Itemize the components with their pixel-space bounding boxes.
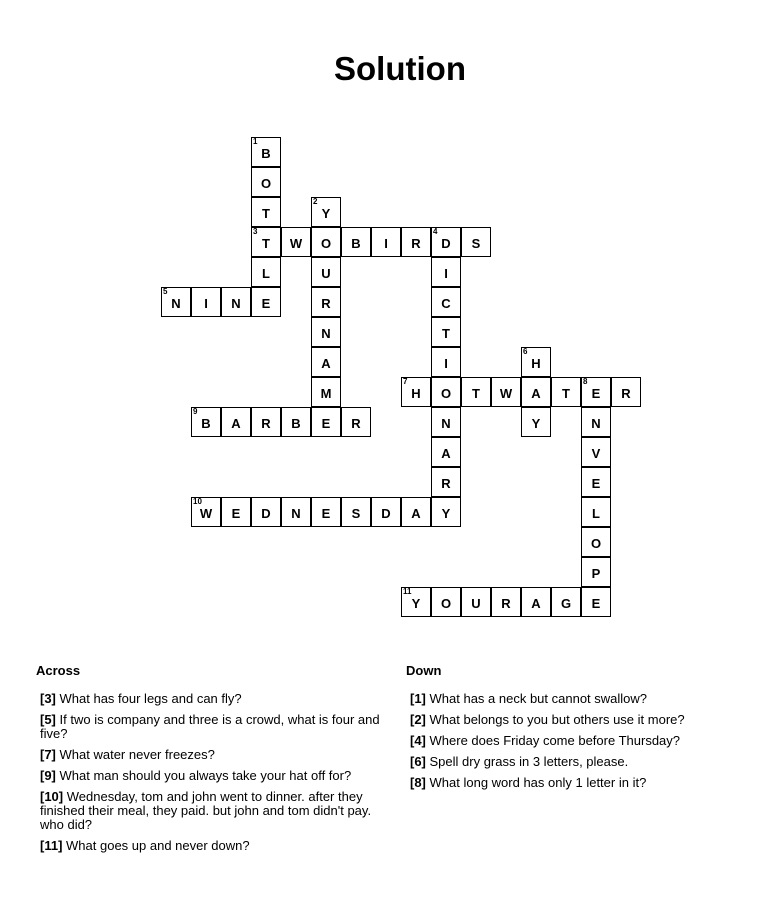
cell-letter: R	[621, 385, 631, 401]
cell-letter: R	[411, 235, 421, 251]
cell-letter: E	[591, 475, 601, 491]
cell-letter: L	[262, 265, 270, 281]
grid-cell	[581, 437, 611, 467]
grid-cell	[251, 497, 281, 527]
grid-cell	[191, 497, 221, 527]
grid-cell	[311, 407, 341, 437]
clue-text: What belongs to you but others use it more?	[429, 712, 685, 727]
cell-letter: C	[441, 295, 451, 311]
grid-cell	[431, 587, 461, 617]
grid-cell	[431, 377, 461, 407]
grid-cell	[551, 587, 581, 617]
grid-cell	[401, 377, 431, 407]
cell-letter: D	[261, 505, 271, 521]
grid-cell	[581, 587, 611, 617]
cell-letter: A	[531, 595, 541, 611]
grid-cell	[341, 497, 371, 527]
cell-letter: B	[261, 145, 271, 161]
clue-across-7	[40, 748, 386, 762]
down-heading: Down	[406, 663, 442, 678]
cell-letter: R	[351, 415, 361, 431]
cell-letter: N	[321, 325, 331, 341]
grid-cell	[371, 497, 401, 527]
grid-cell	[491, 587, 521, 617]
cell-number: 5	[163, 287, 168, 296]
across-clues	[36, 664, 386, 860]
clue-number: [1]	[410, 691, 426, 706]
grid-cell	[281, 407, 311, 437]
grid-cell	[401, 227, 431, 257]
grid-cell	[461, 587, 491, 617]
clue-number: [6]	[410, 754, 426, 769]
grid-cell	[251, 407, 281, 437]
cell-number: 1	[253, 137, 258, 146]
clue-text: Wednesday, tom and john went to dinner. after they finished their meal, they paid. but john and tom didn't pay. who did?	[40, 789, 372, 832]
clue-down-2	[410, 713, 746, 727]
cell-letter: D	[441, 235, 451, 251]
grid-cell	[311, 197, 341, 227]
cell-number: 8	[583, 377, 588, 386]
down-clues	[406, 664, 746, 797]
grid-cell	[311, 377, 341, 407]
grid-cell	[371, 227, 401, 257]
cell-number: 7	[403, 377, 408, 386]
grid-cell	[431, 257, 461, 287]
grid-cell	[221, 407, 251, 437]
cell-number: 11	[403, 587, 412, 596]
cell-letter: N	[441, 415, 451, 431]
grid-cell	[521, 587, 551, 617]
cell-letter: P	[591, 565, 601, 581]
clue-across-10	[40, 790, 386, 832]
cell-letter: O	[440, 385, 452, 401]
cell-letter: B	[351, 235, 361, 251]
grid-cell	[251, 227, 281, 257]
grid-cell	[341, 227, 371, 257]
grid-cell	[401, 587, 431, 617]
cell-letter: B	[291, 415, 301, 431]
clue-number: [11]	[40, 838, 63, 853]
clue-across-9	[40, 769, 386, 783]
cell-letter: E	[321, 415, 331, 431]
clue-number: [5]	[40, 712, 56, 727]
clue-number: [9]	[40, 768, 56, 783]
cell-letter: T	[442, 325, 450, 341]
clue-down-1	[410, 692, 746, 706]
clue-text: Where does Friday come before Thursday?	[429, 733, 681, 748]
cell-letter: S	[471, 235, 481, 251]
grid-cell	[341, 407, 371, 437]
cell-letter: R	[261, 415, 271, 431]
cell-letter: E	[261, 295, 271, 311]
clue-text: What water never freezes?	[59, 747, 215, 762]
across-heading: Across	[36, 663, 81, 678]
cell-letter: I	[204, 295, 208, 311]
grid-cell	[581, 557, 611, 587]
cell-letter: M	[320, 385, 332, 401]
clue-text: What has a neck but cannot swallow?	[429, 691, 648, 706]
cell-letter: W	[199, 505, 213, 521]
grid-cell	[581, 497, 611, 527]
grid-cell	[311, 227, 341, 257]
grid-cell	[251, 287, 281, 317]
clue-text: What long word has only 1 letter in it?	[429, 775, 647, 790]
grid-cell	[551, 377, 581, 407]
clue-number: [4]	[410, 733, 426, 748]
cell-letter: W	[289, 235, 303, 251]
grid-cell	[431, 437, 461, 467]
grid-cell	[581, 527, 611, 557]
cell-number: 9	[193, 407, 198, 416]
clue-down-4	[410, 734, 746, 748]
grid-cell	[281, 227, 311, 257]
cell-letter: R	[321, 295, 331, 311]
grid-cell	[191, 287, 221, 317]
grid-cell	[311, 317, 341, 347]
grid-cell	[581, 467, 611, 497]
cell-letter: I	[444, 355, 448, 371]
grid-cell	[431, 407, 461, 437]
cell-letter: T	[562, 385, 570, 401]
grid-cell	[461, 227, 491, 257]
cell-letter: R	[441, 475, 451, 491]
grid-cell	[311, 497, 341, 527]
cell-letter: O	[320, 235, 332, 251]
cell-letter: B	[201, 415, 211, 431]
cell-letter: A	[411, 505, 421, 521]
grid-cell	[491, 377, 521, 407]
cell-letter: A	[531, 385, 541, 401]
clue-across-3	[40, 692, 386, 706]
cell-letter: A	[231, 415, 241, 431]
grid-cell	[311, 257, 341, 287]
clue-text: What has four legs and can fly?	[59, 691, 242, 706]
cell-letter: A	[321, 355, 331, 371]
grid-cell	[251, 167, 281, 197]
cell-letter: G	[560, 595, 572, 611]
grid-cell	[251, 197, 281, 227]
cell-letter: N	[231, 295, 241, 311]
cell-letter: I	[384, 235, 388, 251]
cell-letter: Y	[321, 205, 331, 221]
cell-number: 10	[193, 497, 202, 506]
grid-cell	[611, 377, 641, 407]
cell-letter: A	[441, 445, 451, 461]
grid-cell	[431, 227, 461, 257]
grid-cell	[521, 407, 551, 437]
cell-number: 4	[433, 227, 438, 236]
cell-letter: E	[321, 505, 331, 521]
clue-text: If two is company and three is a crowd, what is four and five?	[40, 712, 380, 741]
grid-cell	[401, 497, 431, 527]
grid-cell	[161, 287, 191, 317]
cell-letter: W	[499, 385, 513, 401]
cell-letter: T	[262, 235, 270, 251]
grid-cell	[221, 287, 251, 317]
cell-letter: O	[590, 535, 602, 551]
page-title: Solution	[334, 50, 466, 87]
grid-cell	[311, 287, 341, 317]
cell-letter: S	[351, 505, 361, 521]
cell-letter: U	[471, 595, 481, 611]
cell-letter: T	[472, 385, 480, 401]
clue-number: [8]	[410, 775, 426, 790]
cell-letter: O	[260, 175, 272, 191]
cell-letter: Y	[531, 415, 541, 431]
clue-number: [10]	[40, 789, 64, 804]
grid-cell	[281, 497, 311, 527]
grid-cell	[521, 347, 551, 377]
clue-across-5	[40, 713, 386, 741]
cell-letter: L	[592, 505, 600, 521]
grid-cell	[191, 407, 221, 437]
grid-cell	[251, 137, 281, 167]
grid-cell	[461, 377, 491, 407]
cell-letter: T	[262, 205, 270, 221]
cell-letter: N	[291, 505, 301, 521]
cell-letter: Y	[411, 595, 421, 611]
clue-number: [3]	[40, 691, 56, 706]
grid-cell	[221, 497, 251, 527]
grid-cell	[431, 287, 461, 317]
grid-cell	[521, 377, 551, 407]
clue-text: What man should you always take your hat off for?	[59, 768, 352, 783]
cell-letter: E	[231, 505, 241, 521]
clue-number: [7]	[40, 747, 56, 762]
cell-letter: E	[591, 385, 601, 401]
clue-across-11	[40, 839, 386, 853]
clue-down-8	[410, 776, 746, 790]
clue-down-6	[410, 755, 746, 769]
cell-letter: N	[591, 415, 601, 431]
cell-number: 3	[253, 227, 258, 236]
cell-letter: O	[440, 595, 452, 611]
clue-text: What goes up and never down?	[66, 838, 250, 853]
cell-letter: Y	[441, 505, 451, 521]
cell-number: 6	[523, 347, 528, 356]
cell-letter: R	[501, 595, 511, 611]
grid-cell	[581, 377, 611, 407]
clue-text: Spell dry grass in 3 letters, please.	[429, 754, 629, 769]
grid-cell	[431, 467, 461, 497]
grid-cell	[311, 347, 341, 377]
clue-number: [2]	[410, 712, 426, 727]
cell-number: 2	[313, 197, 318, 206]
grid-cell	[431, 347, 461, 377]
cell-letter: V	[591, 445, 601, 461]
grid-cell	[251, 257, 281, 287]
cell-letter: I	[444, 265, 448, 281]
cell-letter: H	[411, 385, 421, 401]
cell-letter: E	[591, 595, 601, 611]
cell-letter: U	[321, 265, 331, 281]
cell-letter: H	[531, 355, 541, 371]
cell-letter: D	[381, 505, 391, 521]
grid-cell	[581, 407, 611, 437]
cell-letter: N	[171, 295, 181, 311]
grid-cell	[431, 317, 461, 347]
grid-cell	[431, 497, 461, 527]
